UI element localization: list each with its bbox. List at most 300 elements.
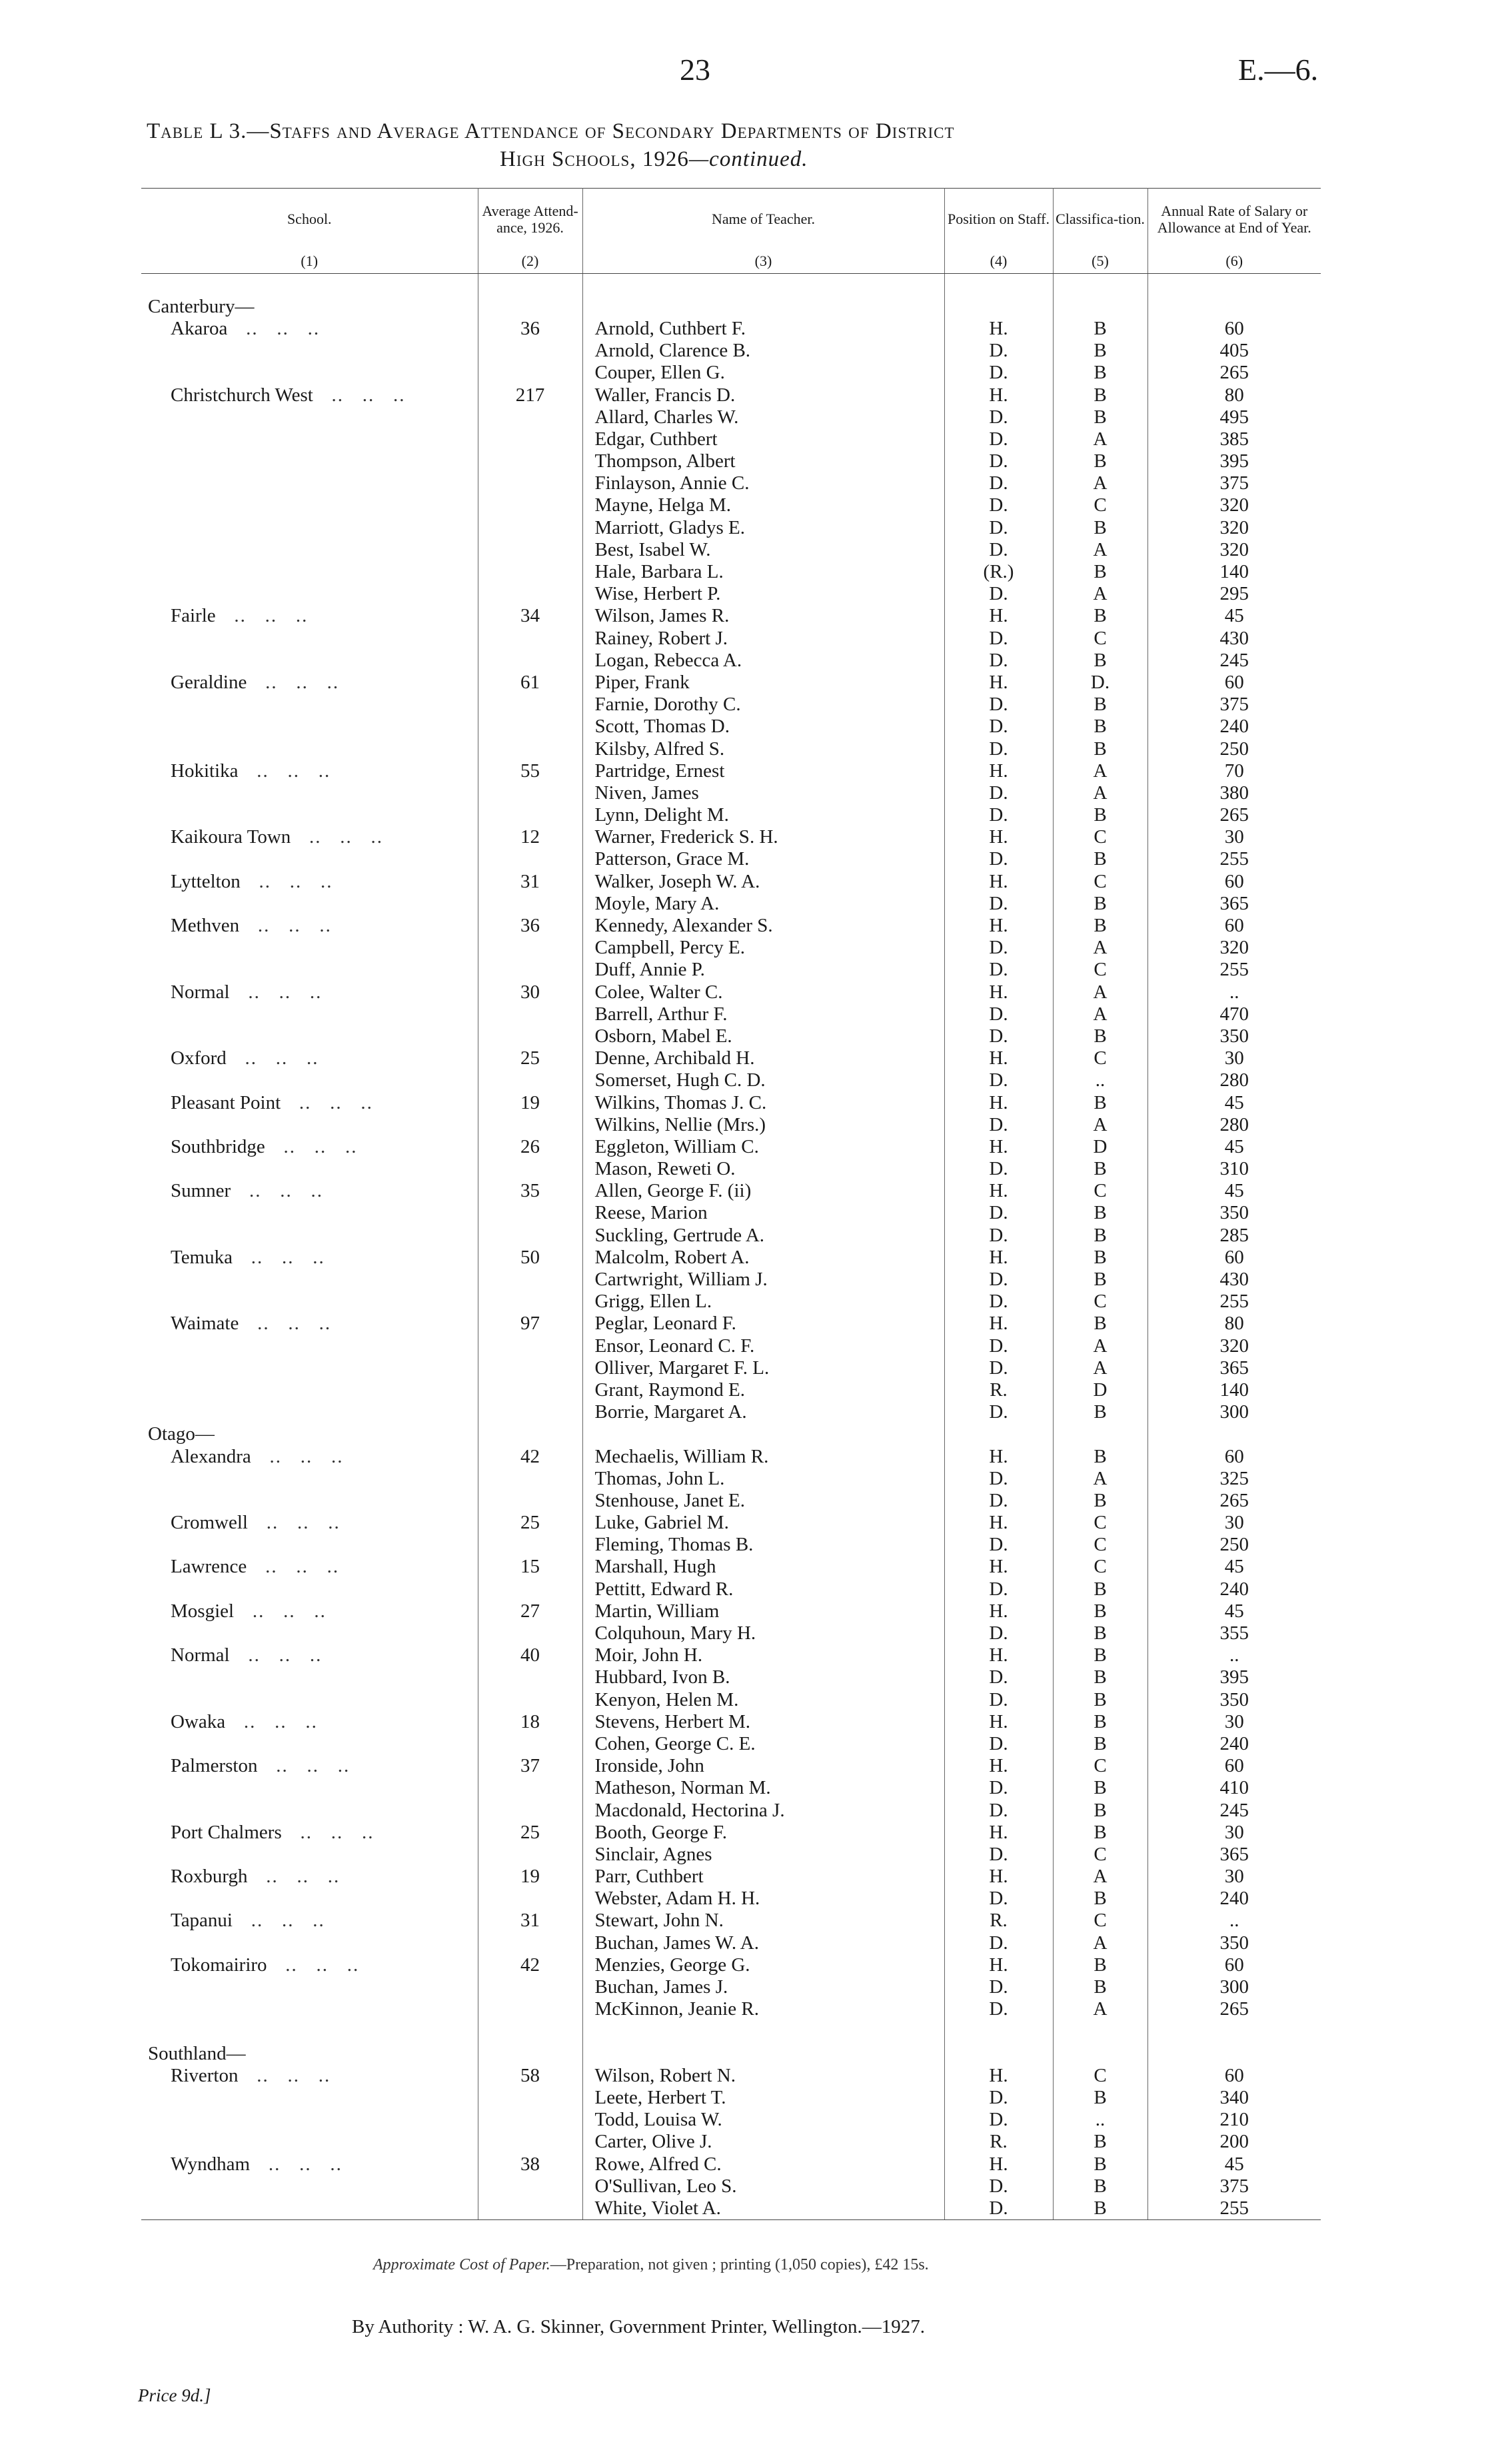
school-cell-text: Normal xyxy=(171,1644,230,1666)
classification-cell xyxy=(1053,517,1147,539)
teacher-name-cell-text: Buchan, James J. xyxy=(594,1976,728,1998)
classification-cell xyxy=(1053,1998,1147,2020)
position-cell-text: D. xyxy=(989,1025,1008,1047)
school-cell xyxy=(141,1600,478,1622)
position-cell-text: D. xyxy=(989,1578,1008,1600)
classification-cell xyxy=(1053,1114,1147,1136)
school-cell-text: Kaikoura Town xyxy=(171,826,291,848)
salary-cell-text: 255 xyxy=(1219,848,1249,870)
salary-cell xyxy=(1147,1357,1321,1379)
classification-cell xyxy=(1053,1976,1147,1998)
table-row xyxy=(141,2109,1321,2131)
position-cell-text: D. xyxy=(989,738,1008,760)
classification-cell xyxy=(1053,362,1147,384)
position-cell xyxy=(944,1932,1053,1954)
salary-cell xyxy=(1147,1622,1321,1644)
position-cell-text: R. xyxy=(990,2131,1008,2153)
teacher-name-cell-text: Stenhouse, Janet E. xyxy=(594,1489,746,1511)
salary-cell xyxy=(1147,1777,1321,1799)
table-row xyxy=(141,2131,1321,2153)
school-cell xyxy=(141,1003,478,1025)
classification-cell xyxy=(1053,1666,1147,1688)
position-cell xyxy=(944,583,1053,605)
leader-dots: .. .. .. xyxy=(233,1246,325,1268)
salary-cell xyxy=(1147,937,1321,959)
table-label: Table L 3.— xyxy=(147,119,270,143)
school-cell xyxy=(141,1644,478,1666)
teacher-name-cell xyxy=(582,694,944,716)
teacher-name-cell xyxy=(582,1534,944,1556)
classification-cell xyxy=(1053,1733,1147,1755)
teacher-name-cell-text: Wise, Herbert P. xyxy=(594,583,721,605)
school-cell xyxy=(141,1225,478,1247)
salary-cell xyxy=(1147,1114,1321,1136)
school-cell-text: Lawrence xyxy=(171,1556,247,1578)
attendance-cell xyxy=(478,1047,582,1069)
school-cell xyxy=(141,1047,478,1069)
classification-cell xyxy=(1053,2175,1147,2197)
classification-cell xyxy=(1053,1445,1147,1467)
teacher-name-cell xyxy=(582,494,944,516)
teacher-name-cell xyxy=(582,2131,944,2153)
salary-cell-text: 365 xyxy=(1219,892,1249,914)
classification-cell xyxy=(1053,1269,1147,1291)
position-cell xyxy=(944,2197,1053,2220)
teacher-name-cell xyxy=(582,1799,944,1821)
position-cell-text: D. xyxy=(989,1467,1008,1489)
classification-cell-text: B xyxy=(1094,1777,1107,1799)
leader-dots: .. .. .. xyxy=(215,605,309,627)
table-row xyxy=(141,694,1321,716)
position-cell-text: H. xyxy=(989,1866,1008,1888)
school-cell xyxy=(141,915,478,937)
position-cell-text: D. xyxy=(989,1291,1008,1313)
salary-cell-text: 60 xyxy=(1224,317,1244,339)
school-cell-text: Akaroa xyxy=(171,317,228,339)
table-row xyxy=(141,760,1321,782)
classification-cell-text: C xyxy=(1094,1910,1107,1932)
teacher-name-cell xyxy=(582,340,944,362)
region-name xyxy=(141,1423,478,1445)
classification-cell-text: B xyxy=(1094,2175,1107,2197)
salary-cell-text: 240 xyxy=(1219,1732,1249,1754)
salary-cell-text: 265 xyxy=(1219,1998,1249,2020)
attendance-cell xyxy=(478,937,582,959)
teacher-name-cell-text: Wilkins, Nellie (Mrs.) xyxy=(594,1113,766,1135)
teacher-name-cell xyxy=(582,2020,944,2042)
salary-cell-text: 240 xyxy=(1219,1578,1249,1600)
salary-cell xyxy=(1147,804,1321,826)
school-cell xyxy=(141,2175,478,2197)
teacher-name-cell-text: Malcolm, Robert A. xyxy=(594,1246,750,1268)
attendance-cell xyxy=(478,826,582,848)
salary-cell-text: 280 xyxy=(1219,1113,1249,1135)
teacher-name-cell xyxy=(582,1733,944,1755)
position-cell-text: H. xyxy=(989,1755,1008,1777)
position-cell-text: H. xyxy=(989,1313,1008,1335)
position-cell xyxy=(944,1313,1053,1335)
attendance-cell xyxy=(478,2109,582,2131)
school-cell xyxy=(141,561,478,583)
attendance-cell xyxy=(478,1114,582,1136)
position-cell xyxy=(944,2175,1053,2197)
position-cell xyxy=(944,1844,1053,1866)
classification-cell xyxy=(1053,1313,1147,1335)
salary-cell xyxy=(1147,2020,1321,2042)
table-row xyxy=(141,981,1321,1003)
teacher-name-cell-text: Stewart, John N. xyxy=(594,1910,724,1932)
teacher-name-cell xyxy=(582,1910,944,1932)
table-row xyxy=(141,1136,1321,1158)
leader-dots: .. .. .. xyxy=(265,1135,358,1157)
table-title-line2: High Schools, 1926 xyxy=(500,147,689,171)
teacher-name-cell xyxy=(582,1490,944,1512)
teacher-name-cell xyxy=(582,472,944,494)
salary-cell xyxy=(1147,1689,1321,1711)
position-cell-text: D. xyxy=(989,959,1008,981)
salary-cell-text: 45 xyxy=(1224,1135,1244,1157)
salary-cell xyxy=(1147,362,1321,384)
position-cell xyxy=(944,1047,1053,1069)
position-cell-text: R. xyxy=(990,1910,1008,1932)
table-row xyxy=(141,1644,1321,1666)
classification-cell-text: C xyxy=(1094,1047,1107,1069)
classification-cell xyxy=(1053,472,1147,494)
attendance-cell xyxy=(478,760,582,782)
attendance-cell xyxy=(478,893,582,915)
attendance-cell xyxy=(478,1357,582,1379)
classification-cell xyxy=(1053,406,1147,428)
position-cell xyxy=(944,1556,1053,1578)
position-cell xyxy=(944,1401,1053,1423)
attendance-cell-text: 61 xyxy=(520,671,540,693)
teacher-name-cell-text: Thompson, Albert xyxy=(594,450,736,472)
school-cell xyxy=(141,1180,478,1202)
classification-cell xyxy=(1053,871,1147,893)
table-row xyxy=(141,1114,1321,1136)
teacher-name-cell-text: Ironside, John xyxy=(594,1755,704,1777)
table-row xyxy=(141,1622,1321,1644)
table-row xyxy=(141,1866,1321,1888)
school-cell xyxy=(141,1822,478,1844)
attendance-cell xyxy=(478,1512,582,1534)
attendance-cell xyxy=(478,804,582,826)
salary-cell xyxy=(1147,848,1321,870)
classification-cell xyxy=(1053,915,1147,937)
teacher-name-cell xyxy=(582,1291,944,1313)
school-cell xyxy=(141,2131,478,2153)
classification-cell-text: B xyxy=(1094,340,1107,362)
position-cell xyxy=(944,2153,1053,2175)
position-cell xyxy=(944,1799,1053,1821)
position-cell xyxy=(944,605,1053,627)
leader-dots: .. .. .. xyxy=(250,2153,343,2175)
attendance-cell xyxy=(478,1600,582,1622)
classification-cell-text: C xyxy=(1094,627,1107,649)
attendance-cell-text: 27 xyxy=(520,1600,540,1622)
position-cell-text: D. xyxy=(989,1976,1008,1998)
salary-cell-text: 30 xyxy=(1224,1821,1244,1843)
attendance-cell-text: 38 xyxy=(520,2153,540,2175)
position-cell-text: D. xyxy=(989,1489,1008,1511)
teacher-name-cell-text: Borrie, Margaret A. xyxy=(594,1401,747,1423)
teacher-name-cell-text: Grigg, Ellen L. xyxy=(594,1291,712,1313)
attendance-cell-text: 42 xyxy=(520,1954,540,1976)
classification-cell xyxy=(1053,848,1147,870)
teacher-name-cell xyxy=(582,450,944,472)
salary-cell xyxy=(1147,1844,1321,1866)
position-cell xyxy=(944,1644,1053,1666)
teacher-name-cell xyxy=(582,1512,944,1534)
classification-cell-text: C xyxy=(1094,959,1107,981)
school-cell xyxy=(141,804,478,826)
table-title xyxy=(147,117,1316,173)
salary-cell-text: 30 xyxy=(1224,1710,1244,1732)
table-row xyxy=(141,1689,1321,1711)
classification-cell xyxy=(1053,2020,1147,2042)
attendance-cell-text: 55 xyxy=(520,760,540,782)
position-cell xyxy=(944,1069,1053,1091)
attendance-cell xyxy=(478,1755,582,1777)
position-cell-text: R. xyxy=(990,1379,1008,1401)
leader-dots: .. .. .. xyxy=(231,1180,323,1202)
school-cell xyxy=(141,694,478,716)
table-row xyxy=(141,1799,1321,1821)
region-row xyxy=(141,1423,1321,1445)
position-cell xyxy=(944,1578,1053,1600)
classification-cell-text: D. xyxy=(1090,671,1110,693)
position-cell-text: D. xyxy=(989,1401,1008,1423)
teacher-name-cell xyxy=(582,1423,944,1445)
region-name xyxy=(141,296,478,318)
classification-cell xyxy=(1053,628,1147,650)
position-cell xyxy=(944,871,1053,893)
salary-cell xyxy=(1147,296,1321,318)
teacher-name-cell-text: Kilsby, Alfred S. xyxy=(594,738,725,760)
salary-cell-text: 395 xyxy=(1219,1666,1249,1688)
school-cell xyxy=(141,981,478,1003)
classification-cell xyxy=(1053,760,1147,782)
school-cell xyxy=(141,1269,478,1291)
salary-cell xyxy=(1147,893,1321,915)
classification-cell-text: B xyxy=(1094,915,1107,937)
classification-cell xyxy=(1053,494,1147,516)
teacher-name-cell-text: O'Sullivan, Leo S. xyxy=(594,2175,737,2197)
school-cell xyxy=(141,1445,478,1467)
table-row xyxy=(141,1047,1321,1069)
salary-cell-text: 295 xyxy=(1219,583,1249,605)
attendance-cell xyxy=(478,1711,582,1733)
school-cell xyxy=(141,1976,478,1998)
attendance-cell-text: 12 xyxy=(520,826,540,848)
table-row xyxy=(141,1335,1321,1357)
classification-cell xyxy=(1053,672,1147,694)
attendance-cell xyxy=(478,1269,582,1291)
classification-cell-text: B xyxy=(1094,1246,1107,1268)
classification-cell-text: C xyxy=(1094,1534,1107,1556)
school-cell xyxy=(141,1755,478,1777)
school-cell-text: Port Chalmers xyxy=(171,1821,282,1843)
attendance-cell xyxy=(478,583,582,605)
table-row xyxy=(141,1357,1321,1379)
teacher-name-cell-text: Edgar, Cuthbert xyxy=(594,428,718,450)
teacher-name-cell-text: Ensor, Leonard C. F. xyxy=(594,1335,755,1357)
classification-cell xyxy=(1053,1556,1147,1578)
leader-dots: .. .. .. xyxy=(267,1954,360,1976)
classification-cell xyxy=(1053,893,1147,915)
position-cell-text: H. xyxy=(989,605,1008,627)
position-cell xyxy=(944,848,1053,870)
salary-cell xyxy=(1147,1225,1321,1247)
position-cell xyxy=(944,1866,1053,1888)
table-row xyxy=(141,1910,1321,1932)
position-cell xyxy=(944,959,1053,981)
attendance-cell xyxy=(478,1932,582,1954)
teacher-name-cell-text: Olliver, Margaret F. L. xyxy=(594,1357,770,1379)
salary-cell xyxy=(1147,583,1321,605)
table-row xyxy=(141,1512,1321,1534)
attendance-cell xyxy=(478,672,582,694)
table-row xyxy=(141,406,1321,428)
attendance-cell xyxy=(478,1954,582,1976)
attendance-cell-text: 97 xyxy=(520,1313,540,1335)
salary-cell xyxy=(1147,472,1321,494)
teacher-name-cell xyxy=(582,1468,944,1490)
col-header-salary: Annual Rate of Salary or Allowance at End of Year. xyxy=(1147,189,1321,250)
school-cell xyxy=(141,1158,478,1180)
classification-cell-text: B xyxy=(1094,1666,1107,1688)
teacher-name-cell-text: Moir, John H. xyxy=(594,1644,703,1666)
school-cell xyxy=(141,428,478,450)
position-cell-text: D. xyxy=(989,1113,1008,1135)
salary-cell-text: 70 xyxy=(1224,760,1244,782)
teacher-name-cell-text: Arnold, Cuthbert F. xyxy=(594,317,746,339)
attendance-cell-text: 37 xyxy=(520,1755,540,1777)
teacher-name-cell-text: Menzies, George G. xyxy=(594,1954,750,1976)
salary-cell xyxy=(1147,1091,1321,1113)
teacher-name-cell xyxy=(582,1047,944,1069)
teacher-name-cell-text: Waller, Francis D. xyxy=(594,384,736,406)
salary-cell-text: 45 xyxy=(1224,2153,1244,2175)
salary-cell-text: 320 xyxy=(1219,516,1249,538)
table-row xyxy=(141,1844,1321,1866)
teacher-name-cell-text: Webster, Adam H. H. xyxy=(594,1888,760,1910)
teacher-name-cell xyxy=(582,1202,944,1224)
teacher-name-cell-text: Fleming, Thomas B. xyxy=(594,1534,754,1556)
salary-cell xyxy=(1147,871,1321,893)
position-cell-text: D. xyxy=(989,1003,1008,1025)
school-cell xyxy=(141,1069,478,1091)
teacher-name-cell-text: Campbell, Percy E. xyxy=(594,937,746,959)
classification-cell-text: B xyxy=(1094,649,1107,671)
attendance-cell-text: 26 xyxy=(520,1135,540,1157)
salary-cell xyxy=(1147,605,1321,627)
position-cell xyxy=(944,716,1053,738)
position-cell-text: D. xyxy=(989,1666,1008,1688)
attendance-cell xyxy=(478,318,582,340)
classification-cell xyxy=(1053,1025,1147,1047)
teacher-name-cell-text: Matheson, Norman M. xyxy=(594,1777,771,1799)
leader-dots: .. .. .. xyxy=(239,915,332,937)
classification-cell xyxy=(1053,1468,1147,1490)
attendance-cell xyxy=(478,1247,582,1269)
attendance-cell xyxy=(478,517,582,539)
salary-cell xyxy=(1147,1335,1321,1357)
teacher-name-cell xyxy=(582,1888,944,1910)
table-row xyxy=(141,384,1321,406)
teacher-name-cell xyxy=(582,804,944,826)
salary-cell-text: 60 xyxy=(1224,1246,1244,1268)
position-cell-text: H. xyxy=(989,1821,1008,1843)
salary-cell xyxy=(1147,2043,1321,2065)
position-cell xyxy=(944,804,1053,826)
leader-dots: .. .. .. xyxy=(238,2064,331,2086)
position-cell-text: H. xyxy=(989,1246,1008,1268)
classification-cell-text: A xyxy=(1093,760,1108,782)
leader-dots: .. .. .. xyxy=(240,870,333,892)
teacher-name-cell xyxy=(582,318,944,340)
position-cell-text: D. xyxy=(989,1335,1008,1357)
table-row xyxy=(141,1025,1321,1047)
attendance-cell-text: 25 xyxy=(520,1047,540,1069)
attendance-cell xyxy=(478,1401,582,1423)
classification-cell xyxy=(1053,1512,1147,1534)
cost-text: —Preparation, not given ; printing (1,050 copies), £42 15s. xyxy=(550,2256,929,2273)
attendance-cell xyxy=(478,650,582,672)
position-cell xyxy=(944,2087,1053,2109)
classification-cell xyxy=(1053,1689,1147,1711)
classification-cell-text: B xyxy=(1094,2153,1107,2175)
school-cell-text: Christchurch West xyxy=(171,384,313,406)
attendance-cell-text: 30 xyxy=(520,981,540,1003)
school-cell-text: Wyndham xyxy=(171,2153,251,2175)
teacher-name-cell xyxy=(582,1976,944,1998)
salary-cell xyxy=(1147,1401,1321,1423)
school-cell xyxy=(141,1932,478,1954)
salary-cell-text: 430 xyxy=(1219,1269,1249,1291)
position-cell-text: H. xyxy=(989,2153,1008,2175)
position-cell-text: H. xyxy=(989,1445,1008,1467)
classification-cell xyxy=(1053,1888,1147,1910)
classification-cell-text: B xyxy=(1094,362,1107,384)
classification-cell-text: C xyxy=(1094,1180,1107,1202)
classification-cell xyxy=(1053,937,1147,959)
teacher-name-cell xyxy=(582,1025,944,1047)
salary-cell-text: 30 xyxy=(1224,1866,1244,1888)
position-cell xyxy=(944,1777,1053,1799)
school-cell xyxy=(141,1689,478,1711)
position-cell xyxy=(944,1490,1053,1512)
school-cell xyxy=(141,716,478,738)
attendance-cell-text: 31 xyxy=(520,870,540,892)
teacher-name-cell xyxy=(582,1269,944,1291)
position-cell xyxy=(944,2109,1053,2131)
position-cell-text: H. xyxy=(989,2064,1008,2086)
attendance-cell xyxy=(478,1091,582,1113)
teacher-name-cell-text: Sinclair, Agnes xyxy=(594,1843,712,1865)
attendance-cell xyxy=(478,1136,582,1158)
salary-cell-text: 45 xyxy=(1224,1556,1244,1578)
classification-cell-text: B xyxy=(1094,317,1107,339)
teacher-name-cell-text: Scott, Thomas D. xyxy=(594,716,730,738)
school-cell xyxy=(141,650,478,672)
position-cell xyxy=(944,318,1053,340)
school-cell xyxy=(141,605,478,627)
salary-cell-text: 300 xyxy=(1219,1976,1249,1998)
classification-cell-text: B xyxy=(1094,2197,1107,2219)
position-cell xyxy=(944,628,1053,650)
attendance-cell xyxy=(478,1291,582,1313)
